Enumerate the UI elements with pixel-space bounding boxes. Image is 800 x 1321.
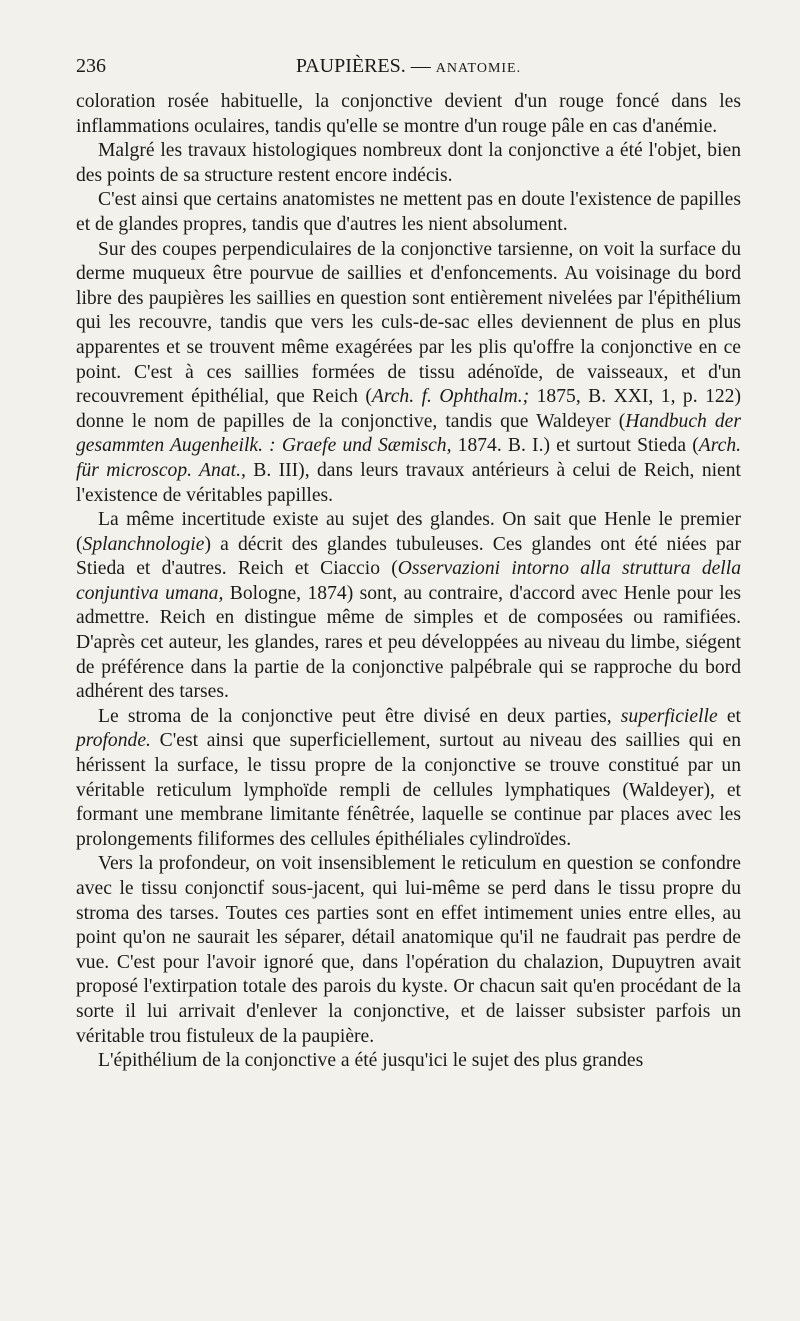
chapter-title: PAUPIÈRES. [295, 55, 406, 77]
text-run: B. III), dans leurs travaux antérieurs à celui de Reich, nient l'existence de véritables papilles. [76, 459, 741, 506]
citation-waldeyer: Handbuch der gesammten Augenheilk. : Graefe und Sæmisch, [76, 410, 741, 457]
running-title [76, 55, 741, 78]
section-title: ANATOMIE. [435, 61, 522, 76]
text-run: 1875, B. XXI, 1, p. 122) donne le nom de papilles de la conjonctive, tandis que Waldeyer ( [76, 386, 741, 432]
text-run: Le stroma de la conjonctive peut être divisé en deux parties, [98, 705, 621, 727]
paragraph-1: coloration rosée habituelle, la conjonctive devient d'un rouge foncé dans les inflammations oculaires, tandis qu'elle se montre d'un rouge pâle en cas d'anémie. [76, 91, 741, 137]
paragraph-5 [76, 508, 741, 705]
body-text [76, 90, 741, 1074]
title-separator: — [410, 55, 431, 77]
term-profonde: profonde. [76, 730, 151, 752]
text-run: C'est ainsi que superficiellement, surtout au niveau des saillies qui en hérissent la surface, le tissu propre de la conjonctive se trouve constitué par un véritable reticulum lymphoïde rempli de cellules lymphatiques (Waldeyer), et formant une membrane limitante fénêtrée, laquelle se continue par places avec les prolongements filiformes des cellules épithéliales cylindroïdes. [76, 730, 741, 850]
paragraph-7: Vers la profondeur, on voit insensiblement le reticulum en question se confondre avec le tissu conjonctif sous-jacent, qui lui-même se perd dans le tissu propre du stroma des tarses. Toutes ces parties sont en effet intimement unies entre elles, au point qu'on ne saurait les séparer, détail anatomique qu'il ne faudrait pas perdre de vue. C'est pour l'avoir ignoré que, dans l'opération du chalazion, Dupuytren avait proposé l'extirpation totale des parois du kyste. Or chacun sait qu'en procédant de la sorte il lui arrivait d'enlever la conjonctive, et de laisser subsister parfois un véritable trou fistuleux de la paupière. [76, 853, 741, 1047]
text-run: La même incertitude existe au sujet des glandes. On sait que Henle le premier ( [76, 509, 741, 555]
paragraph-3: C'est ainsi que certains anatomistes ne mettent pas en doute l'existence de papilles et de glandes propres, tandis que d'autres les nient absolument. [76, 189, 741, 235]
text-run: et [717, 705, 741, 727]
page-number: 236 [76, 55, 106, 77]
running-header [76, 55, 741, 85]
text-run: Bologne, 1874) sont, au contraire, d'accord avec Henle pour les admettre. Reich en distingue même de simples et de composées ou ramifiées. D'après cet auteur, les glandes, rares et peu développées au niveau du limbe, siégent de préférence dans la partie de la conjonctive palpébrale qui se rapproche du bord adhérent des tarses. [76, 582, 741, 703]
paragraph-2: Malgré les travaux histologiques nombreux dont la conjonctive a été l'objet, bien des points de sa structure restent encore indécis. [76, 140, 741, 186]
text-run: ) a décrit des glandes tubuleuses. Ces glandes ont été niées par Stieda et d'autres. Reich et Ciaccio ( [76, 533, 741, 580]
text-run: 1874. B. I.) et surtout Stieda ( [451, 435, 699, 457]
term-superficielle: superficielle [620, 705, 718, 727]
citation-reich: Arch. f. Ophthalm.; [371, 386, 530, 408]
text-run: Sur des coupes perpendiculaires de la conjonctive tarsienne, on voit la surface du derme muqueux être pourvue de saillies et d'enfoncements. Au voisinage du bord libre des paupières les saillies en question sont entièrement nivelées par l'épithélium qui les recouvre, tandis que vers les culs-de-sac elles deviennent de plus en plus apparentes et se trouvent même exagérées par les plis qu'offre la conjonctive en ce point. C'est à ces saillies formées de tissu adénoïde, de vaisseaux, et d'un recouvrement épithélial, que Reich ( [76, 238, 741, 408]
paragraph-8: L'épithélium de la conjonctive a été jusqu'ici le sujet des plus grandes [98, 1050, 644, 1072]
paragraph-4 [76, 238, 741, 509]
citation-henle: Splanchnologie [82, 533, 205, 555]
citation-reich-ciaccio: Osservazioni intorno alla struttura della conjuntiva umana, [76, 558, 741, 604]
paragraph-6 [76, 705, 741, 853]
citation-stieda: Arch. für microscop. Anat., [76, 435, 742, 481]
